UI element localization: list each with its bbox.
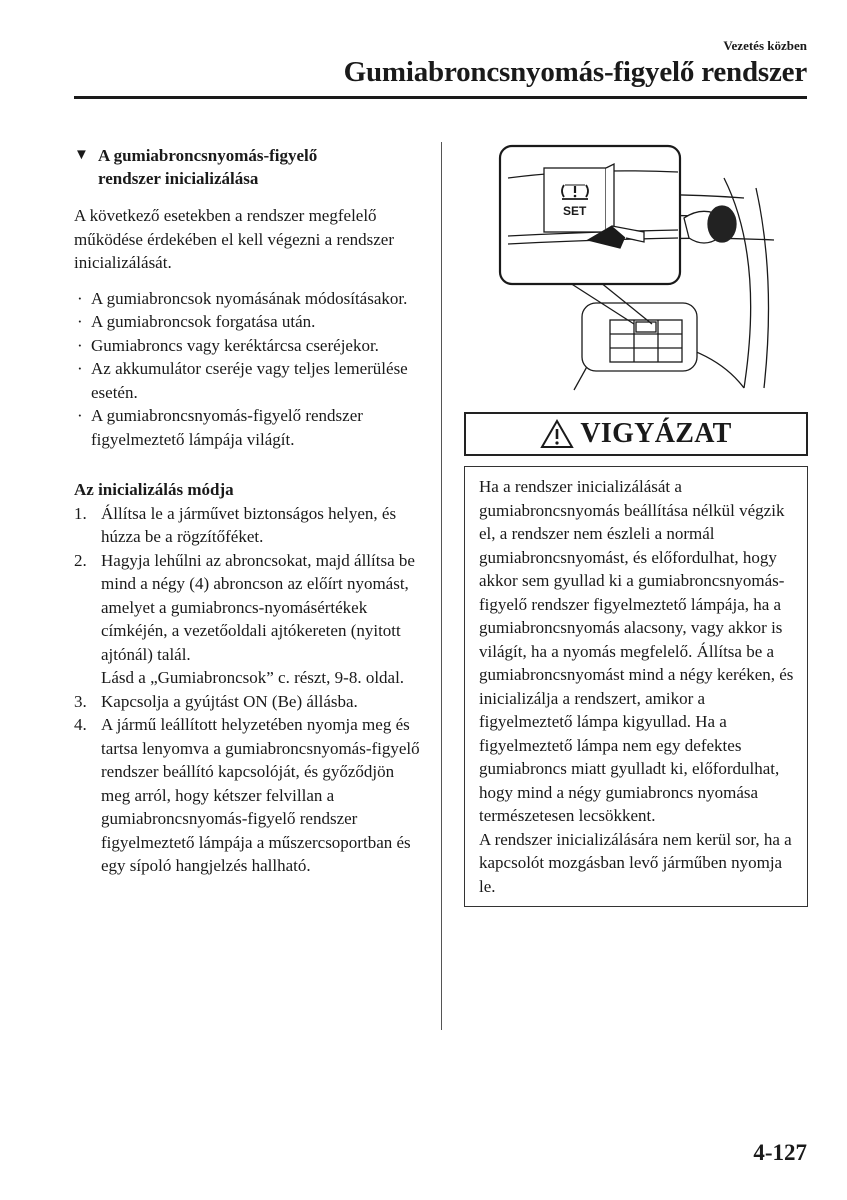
step-text: Kapcsolja a gyújtást ON (Be) állásba. (101, 691, 358, 711)
list-item (74, 287, 424, 311)
warning-triangle-icon (540, 419, 574, 449)
list-item-text: A gumiabroncsnyomás-figyelő rendszer figyelmeztető lámpája világít. (91, 406, 363, 449)
step-item (74, 690, 424, 714)
intro-paragraph: A következő esetekben a rendszer megfelelő működése érdekében el kell végezni a rendszer inicializálását. (74, 206, 395, 272)
left-column (74, 144, 424, 878)
step-reference: Lásd a „Gumiabroncsok” c. részt, 9-8. oldal. (101, 668, 405, 687)
tpms-set-switch-illustration (494, 138, 776, 396)
step-number: 4. (74, 715, 87, 734)
list-item (74, 404, 424, 451)
caution-header (464, 412, 808, 456)
condition-list (74, 287, 424, 452)
step-item (74, 713, 424, 878)
page-title: Gumiabroncsnyomás-figyelő rendszer (343, 56, 807, 88)
step-item (74, 549, 424, 690)
caution-body (464, 466, 808, 907)
step-text: A jármű leállított helyzetében nyomja meg és tartsa lenyomva a gumiabroncsnyomás-figyelő rendszer beállító kapcsolóját, és győződjön meg arról, hogy kétszer felvillan a gumiabroncsnyomás-figyelő rendszer figyelmeztető lámpája a műszercsoportban és egy sípoló hangjelzés hallható. (101, 715, 420, 875)
bullet-dot: · (77, 335, 83, 355)
step-number: 3. (74, 691, 87, 711)
header-section-label: Vezetés közben (723, 38, 807, 53)
list-item-text: Az akkumulátor cseréje vagy teljes lemerülése esetén. (91, 359, 408, 402)
step-number: 2. (74, 550, 87, 570)
page-number: 4-127 (753, 1140, 807, 1165)
list-item-text: A gumiabroncsok nyomásának módosításakor. (91, 288, 408, 308)
bullet-dot: · (77, 312, 83, 331)
step-number: 1. (74, 503, 87, 523)
list-item (74, 357, 424, 404)
caution-text-2: A rendszer inicializálására nem kerül sor, ha a kapcsolót mozgásban levő járműben nyomja le. (479, 829, 792, 896)
list-item (74, 334, 424, 358)
caution-box (464, 412, 808, 907)
list-item (74, 310, 424, 334)
bullet-dot: · (77, 359, 83, 378)
header-rule (74, 96, 807, 99)
list-item-text: A gumiabroncsok forgatása után. (91, 312, 316, 331)
column-divider (441, 142, 442, 1030)
method-heading: Az inicializálás módja (74, 480, 234, 499)
bullet-dot: · (77, 288, 83, 308)
set-button-label: SET (563, 204, 587, 218)
step-text: Hagyja lehűlni az abroncsokat, majd állítsa be mind a négy (4) abroncson az előírt nyomást, amelyet a gumiabroncs-nyomásértékek címkéjén, a vezetőoldali ajtókereten (nyitott ajtónál) talál. (101, 550, 415, 664)
section-heading (74, 144, 424, 190)
triangle-down-icon: ▼ (74, 147, 89, 163)
caution-text: Ha a rendszer inicializálását a gumiabroncsnyomás beállítása nélkül végzik el, a rendszer nem észleli a normál gumiabroncsnyomást, és előfordulhat, hogy akkor sem gyullad ki a gumiabroncsnyomás-figyelő rendszer figyelmeztető lámpája, ha a gumiabroncsnyomás alacsony, vagy akkor is világít, ha a nyomás megfelelő. Állítsa be a gumiabroncsnyomást mind a négy keréken, és inicializálja a rendszert, amikor a figyelmeztető lámpa kigyullad. Ha a figyelmeztető lámpa nem egy defektes gumiabroncs miatt gyulladt ki, előfordulhat, hogy mind a négy gumiabroncs nyomása természetesen lecsökkent. (479, 477, 794, 825)
section-title-line1: A gumiabroncsnyomás-figyelő (98, 146, 318, 165)
list-item-text: Gumiabroncs vagy keréktárcsa cseréjekor. (91, 335, 379, 355)
steps-list (74, 502, 424, 878)
bullet-dot: · (77, 406, 83, 425)
caution-title: VIGYÁZAT (580, 418, 732, 449)
section-title-line2: rendszer inicializálása (98, 169, 259, 188)
step-text: Állítsa le a járművet biztonságos helyen, és húzza be a rögzítőféket. (101, 503, 397, 546)
step-item (74, 502, 424, 549)
